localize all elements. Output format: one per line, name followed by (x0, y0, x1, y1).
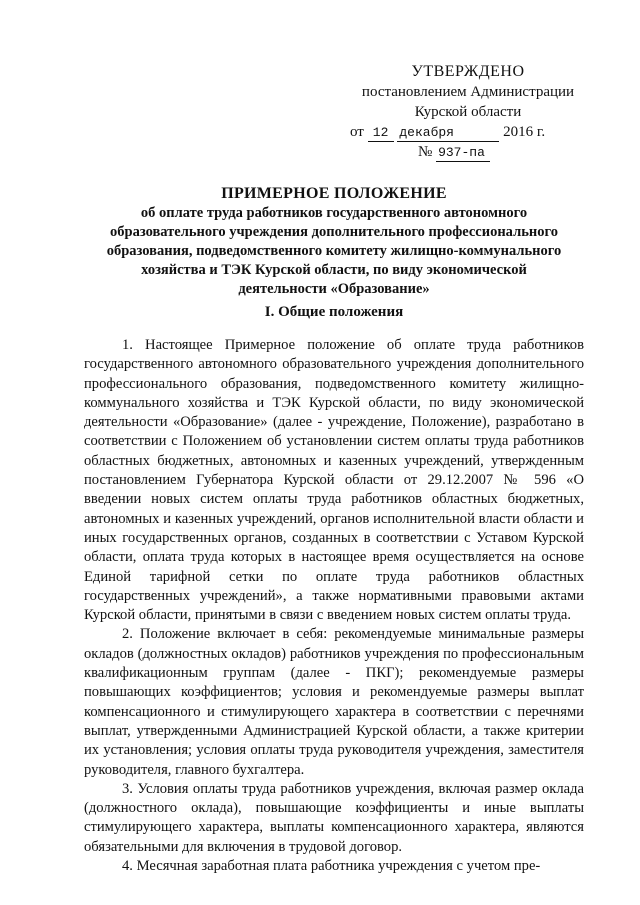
approval-heading: УТВЕРЖДЕНО (411, 63, 525, 80)
title-subtitle-line: образовательного учреждения дополнительного профессионального (110, 224, 558, 240)
title-subtitle-line: об оплате труда работников государственного автономного (140, 205, 528, 221)
date-day: 12 (368, 125, 394, 142)
approval-line-1: постановлением Администрации (361, 84, 575, 100)
title-main: ПРИМЕРНОЕ ПОЛОЖЕНИЕ (221, 185, 447, 202)
title-subtitle-line: хозяйства и ТЭК Курской области, по виду экономической (141, 262, 527, 278)
document-title (84, 184, 584, 299)
approval-stamp (348, 62, 588, 162)
title-subtitle-line: образования, подведомственного комитету жилищно-коммунального (106, 243, 562, 259)
document-number: 937-па (436, 145, 490, 162)
date-month: декабря (397, 125, 499, 142)
section-heading: I. Общие положения (264, 304, 404, 320)
approval-number-line (348, 142, 588, 162)
paragraph-2: 2. Положение включает в себя: рекомендуемые минимальные размеры окладов (должностных окладов) работников учреждения по профессиональным квалификационным группам (далее - ПКГ); рекомендуемые размеры повышающих коэффициентов; условия и рекомендуемые размеры выплат компенсационного и стимулирующего характера в соответствии с перечнями выплат, утвержденными Администрацией Курской области, а также критерии их установления; условия оплаты труда руководителя учреждения, заместителя руководителя, главного бухгалтера. (84, 626, 584, 778)
document-body (84, 336, 584, 876)
approval-line-2: Курской области (414, 104, 522, 120)
number-prefix: № (418, 144, 433, 160)
paragraph-3: 3. Условия оплаты труда работников учреждения, включая размер оклада (должностного оклада), повышающие коэффициенты и иные выплаты стимулирующего характера, выплаты компенсационного характера, являются обязательными для включения в трудовой договор. (84, 780, 584, 855)
paragraph-1: 1. Настоящее Примерное положение об оплате труда работников государственного автономного образовательного учреждения дополнительного профессионального образования, подведомственного комитету жилищно-коммунального хозяйства и ТЭК Курской области, по виду экономической деятельности «Образование» (далее - учреждение, Положение), разработано в соответствии с Положением об установлении систем оплаты труда работников областных бюджетных, автономных и казенных учреждений, утвержденным постановлением Губернатора Курской области от 29.12.2007 № 596 «О введении новых систем оплаты труда работников областных бюджетных, автономных и казенных учреждений, органов исполнительной власти области и иных государственных органов, созданных в соответствии с Уставом Курской области, оплата труда которых в настоящее время осуществляется на основе Единой тарифной сетки по оплате труда работников областных государственных учреждений», а также нормативными правовыми актами Курской области, принятыми в связи с введением новых систем оплаты труда. (84, 337, 584, 624)
paragraph-4: 4. Месячная заработная плата работника учреждения с учетом пре- (122, 858, 541, 875)
title-subtitle-line: деятельности «Образование» (238, 281, 430, 297)
date-prefix: от (350, 124, 364, 140)
date-year: 2016 г. (503, 124, 546, 140)
approval-date-line (348, 122, 588, 142)
